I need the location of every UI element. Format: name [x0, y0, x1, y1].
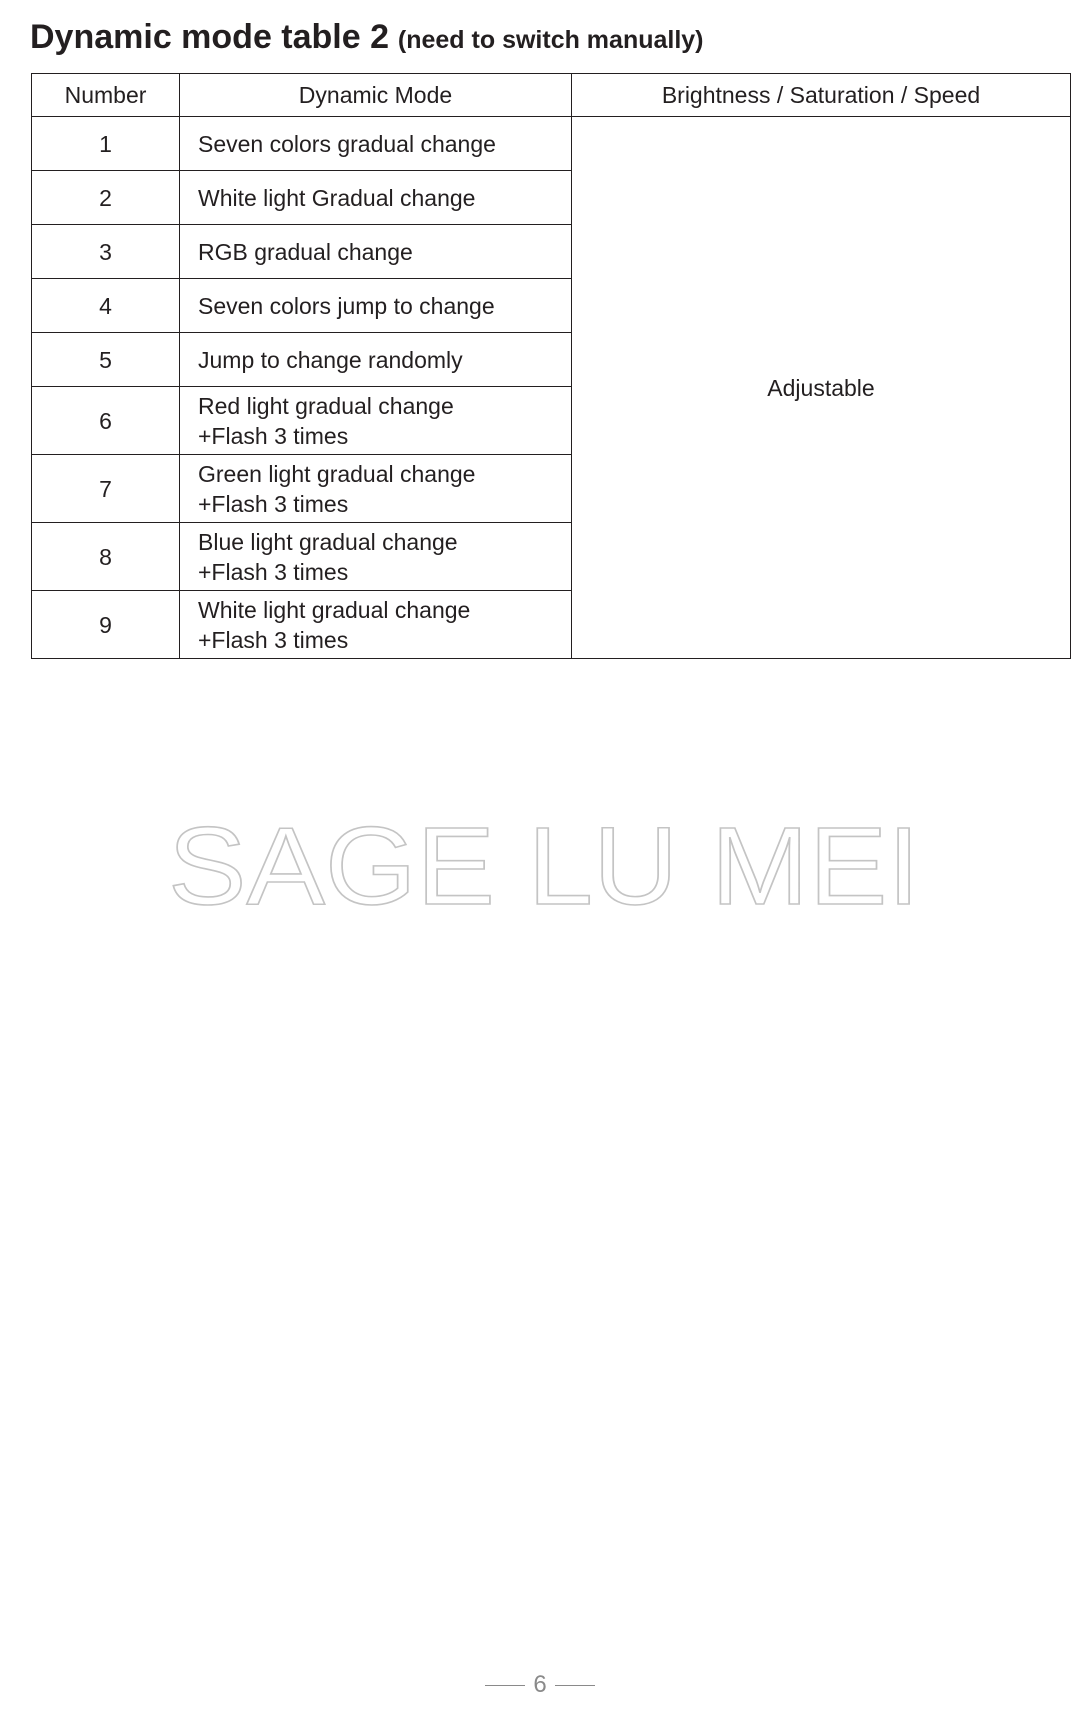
- mode-line: +Flash 3 times: [198, 626, 349, 653]
- row-number: 4: [32, 279, 180, 333]
- mode-line: RGB gradual change: [198, 238, 413, 265]
- row-mode: [180, 225, 572, 279]
- mode-line: White light Gradual change: [198, 184, 476, 211]
- footer-rule-left: [485, 1685, 525, 1686]
- mode-line: White light gradual change: [198, 596, 471, 623]
- row-mode: [180, 387, 572, 455]
- page-footer: [0, 1670, 1080, 1700]
- row-number: 7: [32, 455, 180, 523]
- row-mode: [180, 333, 572, 387]
- header-brightness-saturation-speed: Brightness / Saturation / Speed: [572, 74, 1071, 117]
- row-number: 1: [32, 117, 180, 171]
- footer-rule-right: [555, 1685, 595, 1686]
- row-number: 8: [32, 523, 180, 591]
- row-mode: [180, 523, 572, 591]
- dynamic-mode-table: [31, 73, 1071, 659]
- page-title: [30, 14, 704, 63]
- mode-line: Blue light gradual change: [198, 528, 458, 555]
- mode-line: +Flash 3 times: [198, 558, 349, 585]
- title-note: (need to switch manually): [397, 26, 704, 54]
- mode-line: Jump to change randomly: [198, 346, 463, 373]
- brightness-value: Adjustable: [572, 117, 1071, 659]
- row-number: 6: [32, 387, 180, 455]
- row-number: 9: [32, 591, 180, 659]
- header-number: Number: [32, 74, 180, 117]
- title-main: Dynamic mode table 2: [30, 18, 390, 56]
- row-number: 5: [32, 333, 180, 387]
- row-mode: [180, 455, 572, 523]
- watermark-text: SAGE LU MEI: [168, 818, 921, 914]
- mode-line: Seven colors jump to change: [198, 292, 495, 319]
- row-number: 3: [32, 225, 180, 279]
- header-dynamic-mode: Dynamic Mode: [180, 74, 572, 117]
- mode-line: Green light gradual change: [198, 460, 476, 487]
- table-row: [32, 117, 1071, 171]
- page-number: 6: [533, 1671, 547, 1698]
- row-mode: [180, 117, 572, 171]
- watermark-logo: [164, 818, 924, 914]
- mode-line: Seven colors gradual change: [198, 130, 496, 157]
- row-mode: [180, 591, 572, 659]
- mode-line: +Flash 3 times: [198, 422, 349, 449]
- mode-line: Red light gradual change: [198, 392, 454, 419]
- table-header-row: [32, 74, 1071, 117]
- mode-line: +Flash 3 times: [198, 490, 349, 517]
- row-mode: [180, 279, 572, 333]
- row-mode: [180, 171, 572, 225]
- row-number: 2: [32, 171, 180, 225]
